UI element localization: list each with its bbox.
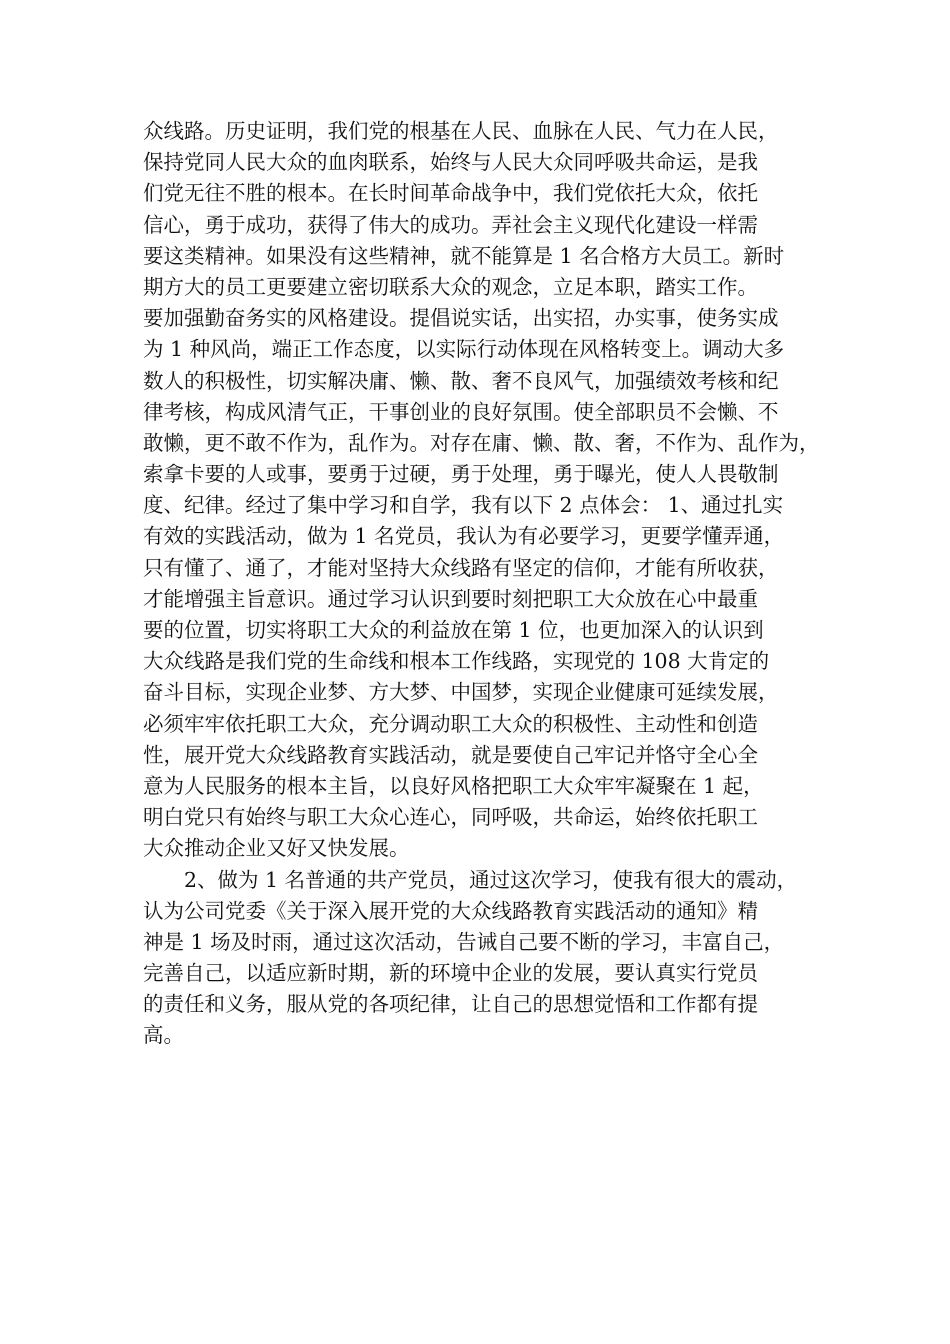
text-line: 律考核，构成风清气正，干事创业的良好氛围。使全部职员不会懒、不 [143, 399, 779, 424]
text-line: 信心，勇于成功，获得了伟大的成功。弄社会主义现代化建设一样需 [143, 212, 758, 237]
text-line: 大众线路是我们党的生命线和根本工作线路，实现党的 108 大肯定的 [143, 649, 770, 674]
text-line: 索拿卡要的人或事，要勇于过硬，勇于处理，勇于曝光，使人人畏敬制 [143, 462, 779, 487]
text-line: 期方大的员工更要建立密切联系大众的观念，立足本职，踏实工作。 [143, 274, 758, 299]
body-text [143, 116, 820, 1052]
text-line: 认为公司党委《关于深入展开党的大众线路教育实践活动的通知》精 [143, 898, 758, 923]
text-line: 奋斗目标，实现企业梦、方大梦、中国梦，实现企业健康可延续发展， [143, 680, 779, 705]
text-line: 性，展开党大众线路教育实践活动，就是要使自己牢记并恪守全心全 [143, 742, 758, 767]
text-line: 度、纪律。经过了集中学习和自学，我有以下 2 点体会： 1、通过扎实 [143, 493, 784, 518]
text-line: 的责任和义务，服从党的各项纪律，让自己的思想觉悟和工作都有提 [143, 992, 758, 1017]
text-line: 数人的积极性，切实解决庸、懒、散、奢不良风气，加强绩效考核和纪 [143, 368, 779, 393]
text-line: 高。 [143, 1023, 184, 1048]
text-line: 神是 1 场及时雨，通过这次活动，告诫自己要不断的学习，丰富自己， [143, 929, 785, 954]
text-line: 完善自己，以适应新时期，新的环境中企业的发展，要认真实行党员 [143, 961, 758, 986]
text-line: 大众推动企业又好又快发展。 [143, 836, 410, 861]
text-line: 保持党同人民大众的血肉联系，始终与人民大众同呼吸共命运，是我 [143, 150, 758, 175]
paragraph-start-line: 2、做为 1 名普通的共产党员，通过这次学习，使我有很大的震动， [184, 867, 798, 892]
text-line: 才能增强主旨意识。通过学习认识到要时刻把职工大众放在心中最重 [143, 586, 758, 611]
text-line: 明白党只有始终与职工大众心连心，同呼吸，共命运，始终依托职工 [143, 805, 758, 830]
text-line: 敢懒，更不敢不作为，乱作为。对存在庸、懒、散、奢，不作为、乱作为， [143, 430, 820, 455]
text-line: 众线路。历史证明，我们党的根基在人民、血脉在人民、气力在人民， [143, 119, 779, 143]
text-line: 要的位置，切实将职工大众的利益放在第 1 位，也更加深入的认识到 [143, 618, 764, 642]
text-line: 只有懂了、通了，才能对坚持大众线路有坚定的信仰，才能有所收获， [143, 555, 779, 580]
text-line: 有效的实践活动，做为 1 名党员，我认为有必要学习，更要学懂弄通， [143, 524, 785, 549]
text-line: 要加强勤奋务实的风格建设。提倡说实话，出实招，办实事，使务实成 [143, 306, 779, 331]
text-line: 意为人民服务的根本主旨，以良好风格把职工大众牢牢凝聚在 1 起， [143, 773, 764, 798]
text-line: 要这类精神。如果没有这些精神，就不能算是 1 名合格方大员工。新时 [143, 243, 785, 268]
text-line: 为 1 种风尚，端正工作态度，以实际行动体现在风格转变上。调动大多 [143, 337, 785, 362]
text-line: 必须牢牢依托职工大众，充分调动职工大众的积极性、主动性和创造 [143, 711, 758, 736]
text-line: 们党无往不胜的根本。在长时间革命战争中，我们党依托大众，依托 [143, 181, 758, 206]
